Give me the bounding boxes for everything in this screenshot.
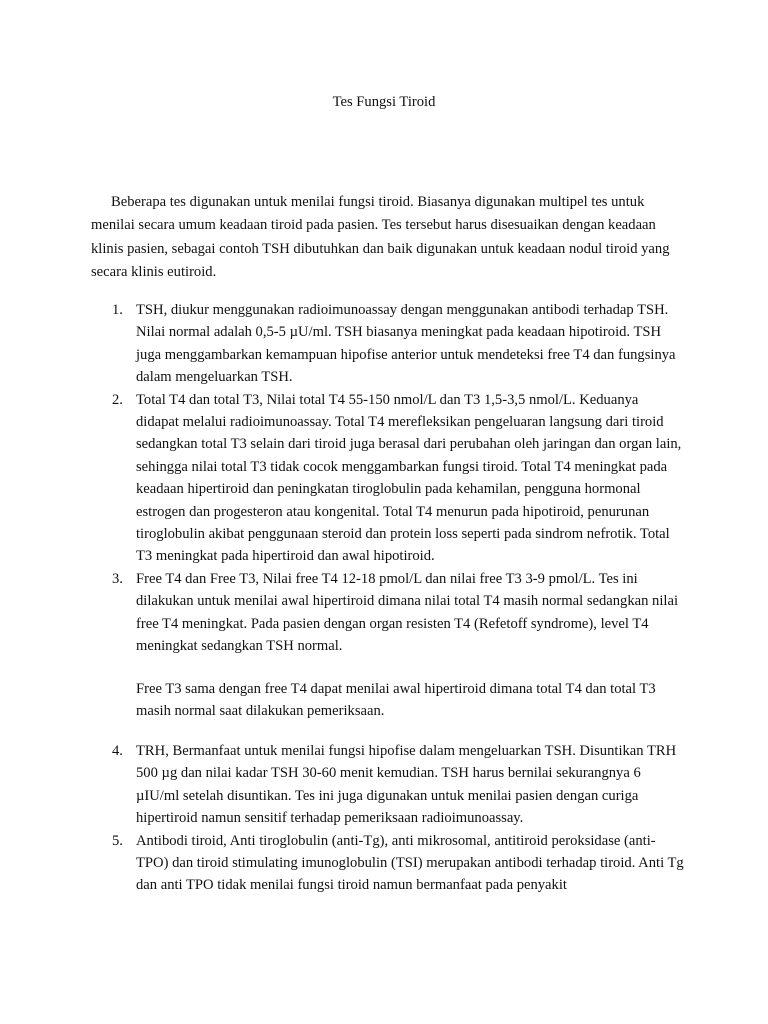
list-item (0, 389, 684, 568)
list-item-text: TRH, Bermanfaat untuk menilai fungsi hipofise dalam mengeluarkan TSH. Disuntikan TRH 500 µg dan nilai kadar TSH 30-60 menit kemudian. TSH harus bernilai sekurangnya 6 µIU/ml setelah disuntikan. Tes ini juga digunakan untuk menilai pasien dengan curiga hipertiroid namun sensitif terhadap pemeriksaan radioimunoassay. (136, 743, 677, 827)
list-item-text: TSH, diukur menggunakan radioimunoassay dengan menggunakan antibodi terhadap TSH. Nilai normal adalah 0,5-5 µU/ml. TSH biasanya meningkat pada keadaan hipotiroid. TSH juga menggambarkan kemampuan hipofise anterior untuk mendeteksi free T4 dan fungsinya dalam mengeluarkan TSH. (136, 302, 676, 386)
list-item (0, 830, 684, 897)
list-item-number: 3. (112, 570, 123, 587)
list-item (0, 299, 684, 389)
sub-paragraph: Free T3 sama dengan free T4 dapat menilai awal hipertiroid dimana total T4 dan total T3 masih normal saat dilakukan pemeriksaan. (136, 681, 656, 720)
list-item-text: Antibodi tiroid, Anti tiroglobulin (anti-Tg), anti mikrosomal, antitiroid peroksidase (anti-TPO) dan tiroid stimulating imunoglobulin (TSI) merupakan antibodi terhadap tiroid. Anti Tg dan anti TPO tidak menilai fungsi tiroid namun bermanfaat pada penyakit (136, 832, 684, 894)
intro-paragraph (91, 191, 679, 285)
list-item (0, 568, 684, 658)
list-item (0, 740, 684, 830)
list-item-number: 5. (112, 832, 123, 849)
list-item-number: 1. (112, 302, 123, 318)
document-title: Tes Fungsi Tiroid (332, 94, 436, 110)
list-item-text: Total T4 dan total T3, Nilai total T4 55-150 nmol/L dan T3 1,5-3,5 nmol/L. Keduanya didapat melalui radioimunoassay. Total T4 merefleksikan pengeluaran langsung dari tiroid sedangkan total T3 selain dari tiroid juga berasal dari perubahan oleh jaringan dan organ lain, sehingga nilai total T3 tidak cocok menggambarkan fungsi tiroid. Total T4 meningkat pada keadaan hipertiroid dan peningkatan tiroglobulin pada kehamilan, pengguna hormonal estrogen dan progesteron atau kongenital. Total T4 menurun pada hipotiroid, penurunan tiroglobulin akibat penggunaan steroid dan protein loss seperti pada sindrom nefrotik. Total T3 meningkat pada hipertiroid dan awal hipotiroid. (136, 391, 682, 565)
numbered-list (0, 299, 768, 658)
list-item-number: 2. (112, 391, 123, 408)
intro-text: Beberapa tes digunakan untuk menilai fungsi tiroid. Biasanya digunakan multipel tes untuk menilai secara umum keadaan tiroid pada pasien. Tes tersebut harus disesuaikan dengan keadaan klinis pasien, sebagai contoh TSH dibutuhkan dan baik digunakan untuk keadaan nodul tiroid yang secara klinis eutiroid. (91, 194, 670, 281)
numbered-list-continued (0, 740, 768, 897)
list-item-text: Free T4 dan Free T3, Nilai free T4 12-18 pmol/L dan nilai free T3 3-9 pmol/L. Tes ini dilakukan untuk menilai awal hipertiroid dimana nilai total T4 masih normal sedangkan nilai free T4 meningkat. Pada pasien dengan organ resisten T4 (Refetoff syndrome), level T4 meningkat sedangkan TSH normal. (136, 570, 678, 655)
list-item-number: 4. (112, 743, 123, 759)
